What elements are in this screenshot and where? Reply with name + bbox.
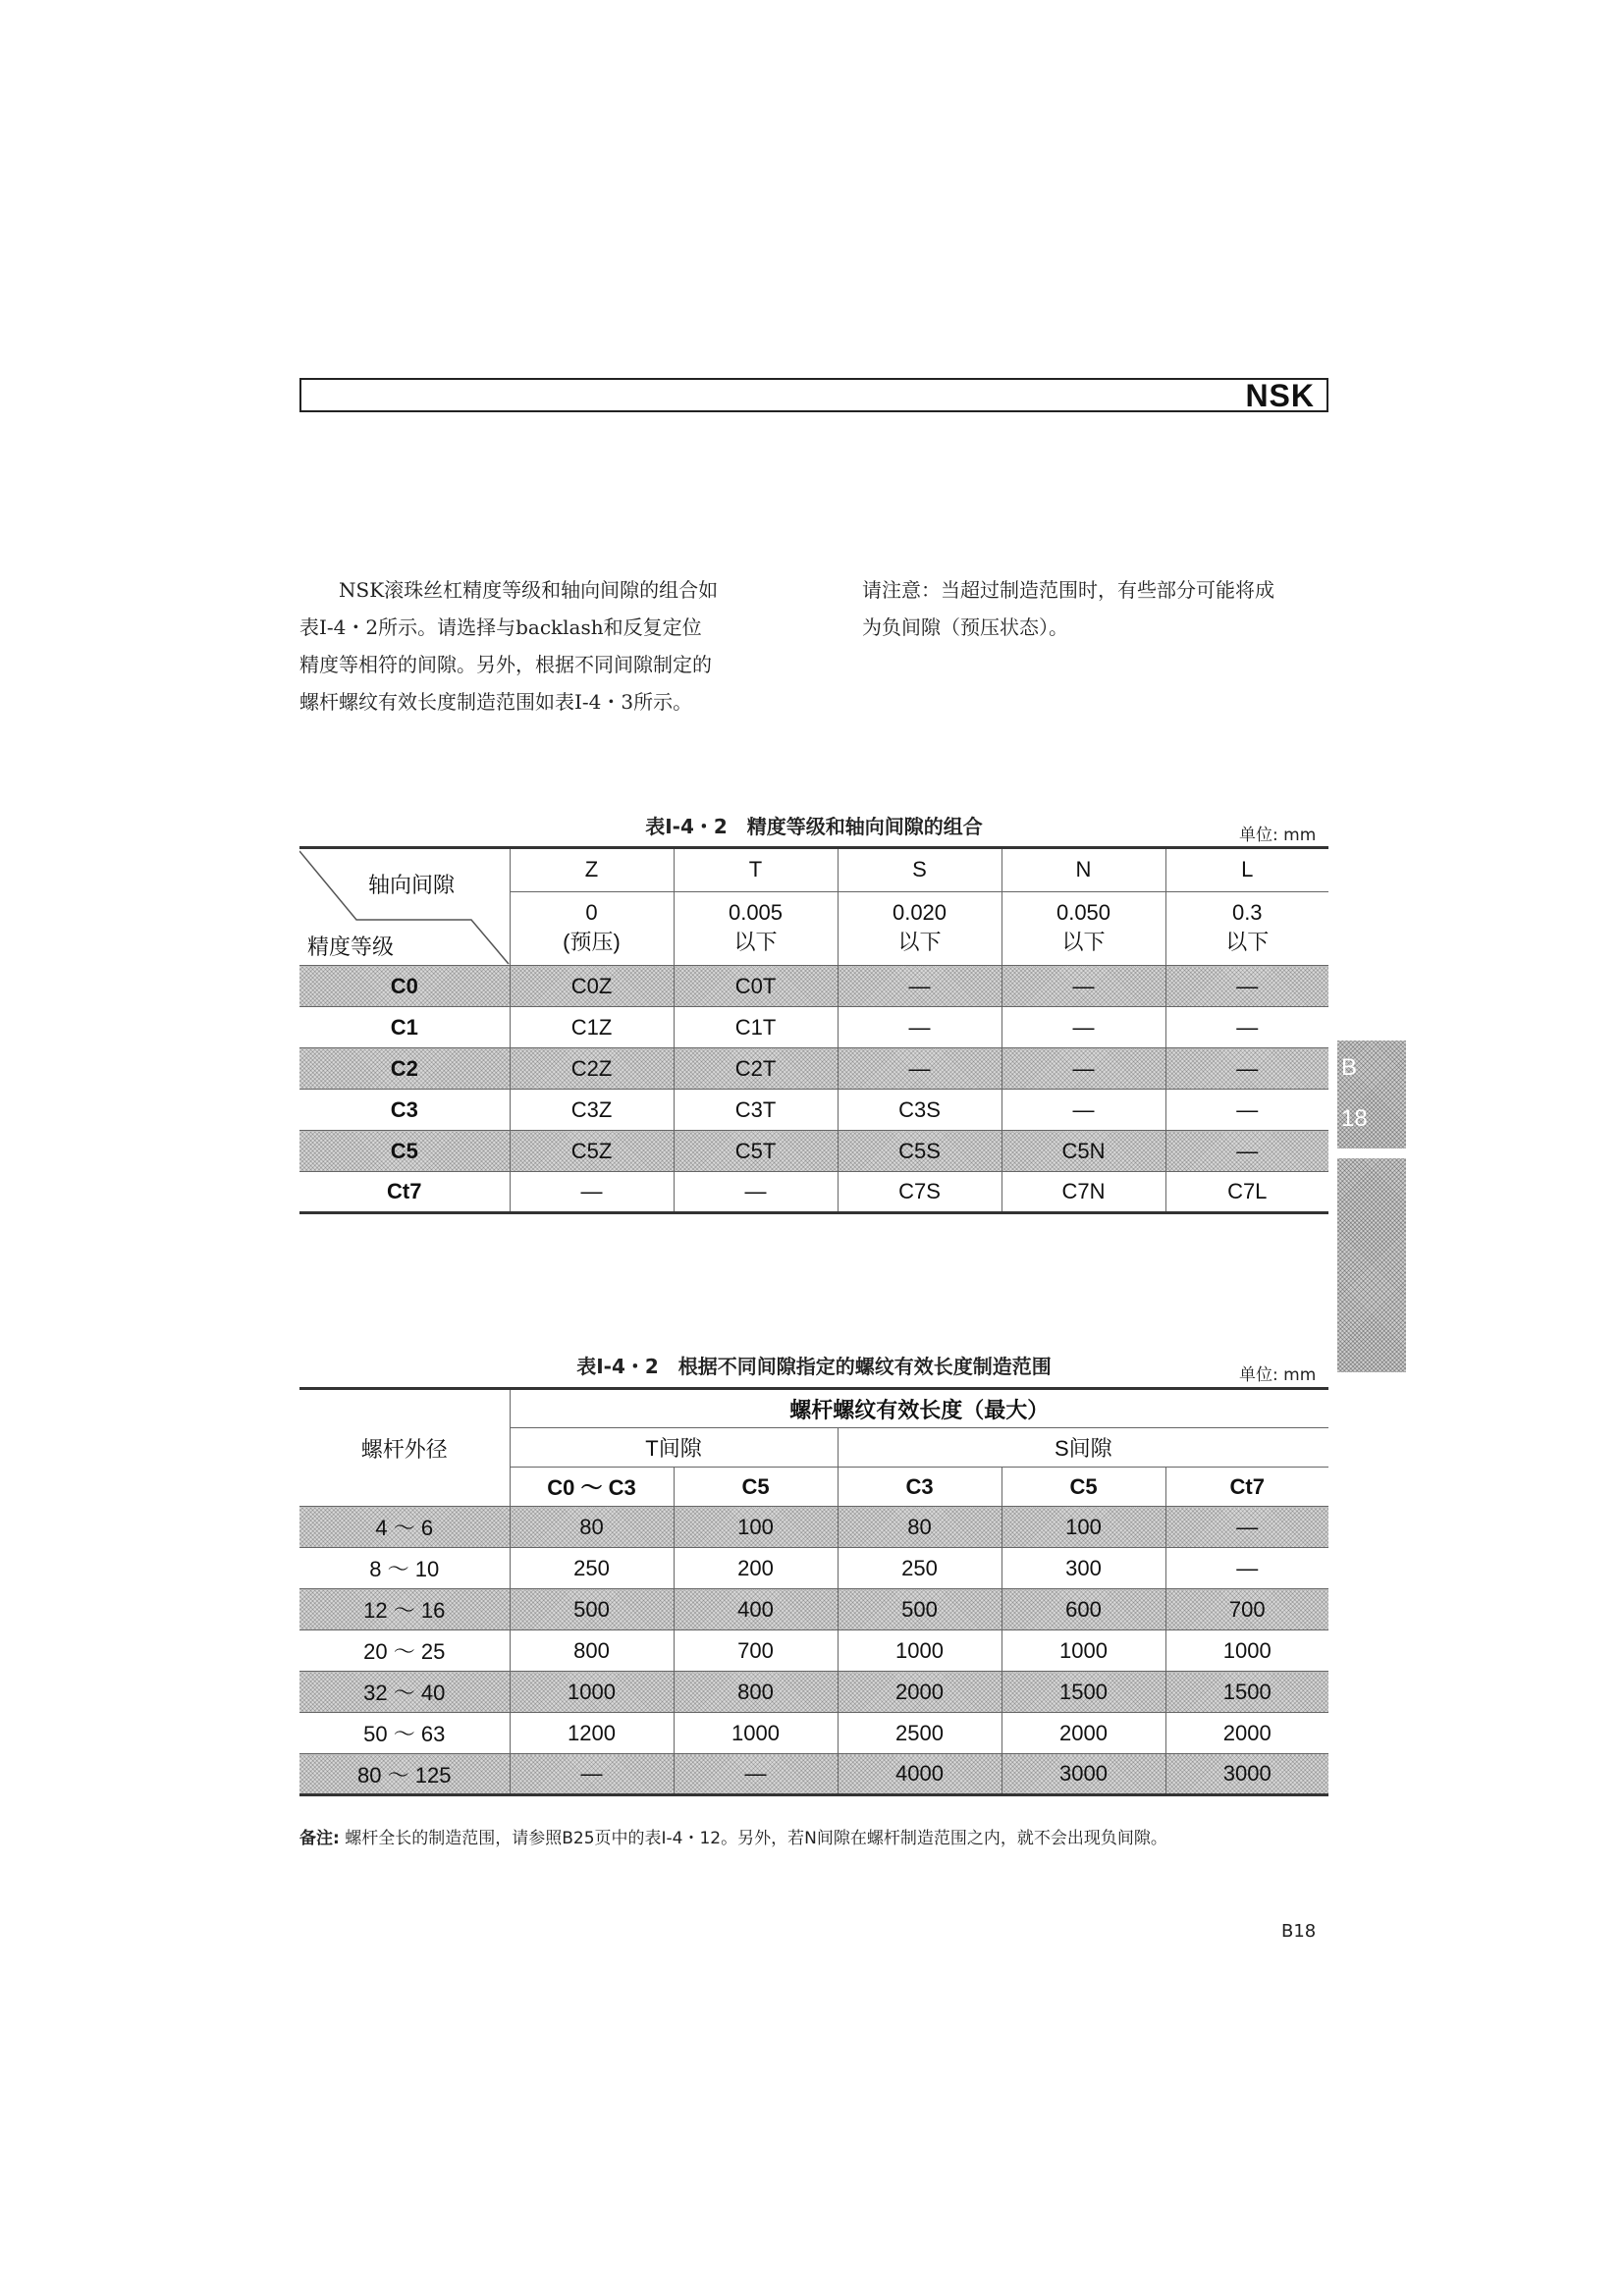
sub-header: C0 ～ C3	[510, 1468, 674, 1507]
table-cell: C5Z	[510, 1131, 674, 1172]
t-group-header: T间隙	[510, 1428, 838, 1468]
table-cell: C3S	[838, 1090, 1001, 1131]
table-cell: 80	[838, 1507, 1001, 1548]
col-val: 0.005	[728, 900, 784, 926]
side-tab-lower	[1337, 1158, 1406, 1372]
col-code: T	[674, 848, 838, 892]
table2-title: 表Ⅰ-4・2 根据不同间隙指定的螺纹有效长度制造范围	[576, 1355, 1052, 1378]
col-code: L	[1165, 848, 1328, 892]
grade-cell: C1	[299, 1007, 510, 1048]
table-cell: 2000	[838, 1672, 1001, 1713]
table-cell: —	[1001, 1048, 1165, 1090]
table-cell: 250	[510, 1548, 674, 1589]
table-row	[299, 1548, 1328, 1589]
table-cell: —	[1165, 1548, 1328, 1589]
col-value	[674, 891, 838, 965]
side-tab-number: 18	[1341, 1105, 1368, 1132]
table-cell: 80	[510, 1507, 674, 1548]
table-cell: —	[1001, 966, 1165, 1007]
sub-header: C5	[674, 1468, 838, 1507]
intro-right	[862, 571, 1333, 646]
table-row	[299, 1754, 1328, 1795]
col-sub: 以下	[1225, 930, 1270, 955]
intro-right-line: 为负间隙（预压状态）。	[862, 615, 1068, 639]
table-row	[299, 1713, 1328, 1754]
diameter-cell: 12 ～ 16	[299, 1589, 510, 1630]
table-cell: 700	[1165, 1589, 1328, 1630]
col-val: 0.020	[892, 900, 947, 926]
col-val: 0.3	[1231, 900, 1263, 926]
diameter-cell: 8 ～ 10	[299, 1548, 510, 1589]
corner-top-label: 轴向间隙	[368, 873, 456, 897]
col-sub: 以下	[733, 930, 778, 955]
footnote	[299, 1824, 1167, 1848]
table-cell: 4000	[838, 1754, 1001, 1795]
sub-header: C3	[838, 1468, 1001, 1507]
table-cell: C7L	[1165, 1172, 1328, 1213]
table-row	[299, 1507, 1328, 1548]
table-cell: C1T	[674, 1007, 838, 1048]
diameter-cell: 80 ～ 125	[299, 1754, 510, 1795]
table-cell: 1500	[1165, 1672, 1328, 1713]
col-code: S	[838, 848, 1001, 892]
s-group-header: S间隙	[838, 1428, 1328, 1468]
table-cell: —	[1165, 1048, 1328, 1090]
table1-title: 表Ⅰ-4・2 精度等级和轴向间隙的组合	[645, 815, 983, 838]
intro-left-line: NSK滚珠丝杠精度等级和轴向间隙的组合如	[339, 578, 719, 602]
table-row	[299, 1048, 1328, 1090]
row-header: 螺杆外径	[299, 1389, 510, 1507]
col-sub: 以下	[1061, 930, 1106, 955]
col-val: 0	[585, 900, 598, 926]
table-cell: C1Z	[510, 1007, 674, 1048]
table-row	[299, 966, 1328, 1007]
page-number: B18	[1281, 1921, 1317, 1942]
footnote-text: 螺杆全长的制造范围，请参照B25页中的表Ⅰ-4・12。另外，若N间隙在螺杆制造范围之内，就不会出现负间隙。	[345, 1829, 1167, 1848]
table-cell: 2500	[838, 1713, 1001, 1754]
table-cell: C3T	[674, 1090, 838, 1131]
table-cell: C0T	[674, 966, 838, 1007]
corner-header	[299, 848, 510, 966]
table-cell: 1200	[510, 1713, 674, 1754]
table-cell: 1000	[510, 1672, 674, 1713]
table-cell: —	[510, 1172, 674, 1213]
table-cell: —	[1001, 1090, 1165, 1131]
table-cell: 2000	[1001, 1713, 1165, 1754]
table-cell: 400	[674, 1589, 838, 1630]
table-cell: C5T	[674, 1131, 838, 1172]
table-cell: C2T	[674, 1048, 838, 1090]
table-cell: —	[838, 1048, 1001, 1090]
grade-cell: Ct7	[299, 1172, 510, 1213]
diameter-cell: 4 ～ 6	[299, 1507, 510, 1548]
table-cell: 800	[510, 1630, 674, 1672]
table-cell: 3000	[1001, 1754, 1165, 1795]
table2-unit: 单位: mm	[1239, 1365, 1317, 1385]
table-cell: 100	[674, 1507, 838, 1548]
table-row	[299, 1131, 1328, 1172]
table-cell: 500	[510, 1589, 674, 1630]
table-row	[299, 1090, 1328, 1131]
grade-cell: C2	[299, 1048, 510, 1090]
table-cell: —	[838, 1007, 1001, 1048]
intro-left-line: 精度等相符的间隙。另外，根据不同间隙制定的	[299, 653, 712, 676]
nsk-logo: NSK	[1245, 378, 1315, 413]
intro-left	[299, 571, 776, 721]
table-cell: C5S	[838, 1131, 1001, 1172]
table-cell: 3000	[1165, 1754, 1328, 1795]
table-row	[299, 1630, 1328, 1672]
table-row	[299, 1172, 1328, 1213]
table-cell: —	[674, 1754, 838, 1795]
thread-length-table	[299, 1387, 1328, 1796]
sub-header: Ct7	[1165, 1468, 1328, 1507]
table-cell: 1000	[1001, 1630, 1165, 1672]
col-code: N	[1001, 848, 1165, 892]
table-cell: 1500	[1001, 1672, 1165, 1713]
diameter-cell: 50 ～ 63	[299, 1713, 510, 1754]
table-cell: C7N	[1001, 1172, 1165, 1213]
intro-left-line: 表Ⅰ-4・2所示。请选择与backlash和反复定位	[299, 615, 702, 639]
grade-cell: C0	[299, 966, 510, 1007]
table-cell: C5N	[1001, 1131, 1165, 1172]
table-cell: —	[1165, 1007, 1328, 1048]
intro-right-line: 请注意：当超过制造范围时，有些部分可能将成	[862, 578, 1274, 602]
table-cell: 2000	[1165, 1713, 1328, 1754]
col-val: 0.050	[1056, 900, 1111, 926]
col-value	[838, 891, 1001, 965]
footnote-label: 备注:	[299, 1829, 340, 1848]
table-cell: C0Z	[510, 966, 674, 1007]
table1-unit: 单位: mm	[1239, 826, 1317, 845]
table-cell: —	[838, 966, 1001, 1007]
table-cell: 1000	[1165, 1630, 1328, 1672]
table-cell: —	[1165, 1507, 1328, 1548]
group-header: 螺杆螺纹有效长度（最大）	[510, 1389, 1328, 1428]
table-cell: —	[510, 1754, 674, 1795]
sub-header: C5	[1001, 1468, 1165, 1507]
side-tab-letter: B	[1341, 1054, 1358, 1081]
table-cell: —	[1001, 1007, 1165, 1048]
table-cell: 200	[674, 1548, 838, 1589]
diameter-cell: 20 ～ 25	[299, 1630, 510, 1672]
col-code: Z	[510, 848, 674, 892]
header-bar	[299, 378, 1328, 412]
grade-cell: C3	[299, 1090, 510, 1131]
table-row	[299, 1007, 1328, 1048]
table-cell: 700	[674, 1630, 838, 1672]
table-cell: 1000	[838, 1630, 1001, 1672]
diameter-cell: 32 ～ 40	[299, 1672, 510, 1713]
table-cell: —	[1165, 966, 1328, 1007]
table-cell: 100	[1001, 1507, 1165, 1548]
table-cell: —	[674, 1172, 838, 1213]
col-sub: (预压)	[563, 930, 621, 955]
intro-left-line: 螺杆螺纹有效长度制造范围如表Ⅰ-4・3所示。	[299, 690, 693, 714]
table-cell: 1000	[674, 1713, 838, 1754]
col-value	[510, 891, 674, 965]
col-sub: 以下	[897, 930, 942, 955]
table-row	[299, 1672, 1328, 1713]
col-value	[1165, 891, 1328, 965]
table-cell: —	[1165, 1131, 1328, 1172]
table-cell: 800	[674, 1672, 838, 1713]
table-cell: 250	[838, 1548, 1001, 1589]
table-cell: C7S	[838, 1172, 1001, 1213]
table-cell: —	[1165, 1090, 1328, 1131]
table-cell: 500	[838, 1589, 1001, 1630]
corner-bottom-label: 精度等级	[307, 934, 395, 959]
table-cell: C2Z	[510, 1048, 674, 1090]
table-row	[299, 1589, 1328, 1630]
col-value	[1001, 891, 1165, 965]
grade-cell: C5	[299, 1131, 510, 1172]
table-cell: 600	[1001, 1589, 1165, 1630]
table-cell: 300	[1001, 1548, 1165, 1589]
table-cell: C3Z	[510, 1090, 674, 1131]
precision-clearance-table	[299, 846, 1328, 1214]
